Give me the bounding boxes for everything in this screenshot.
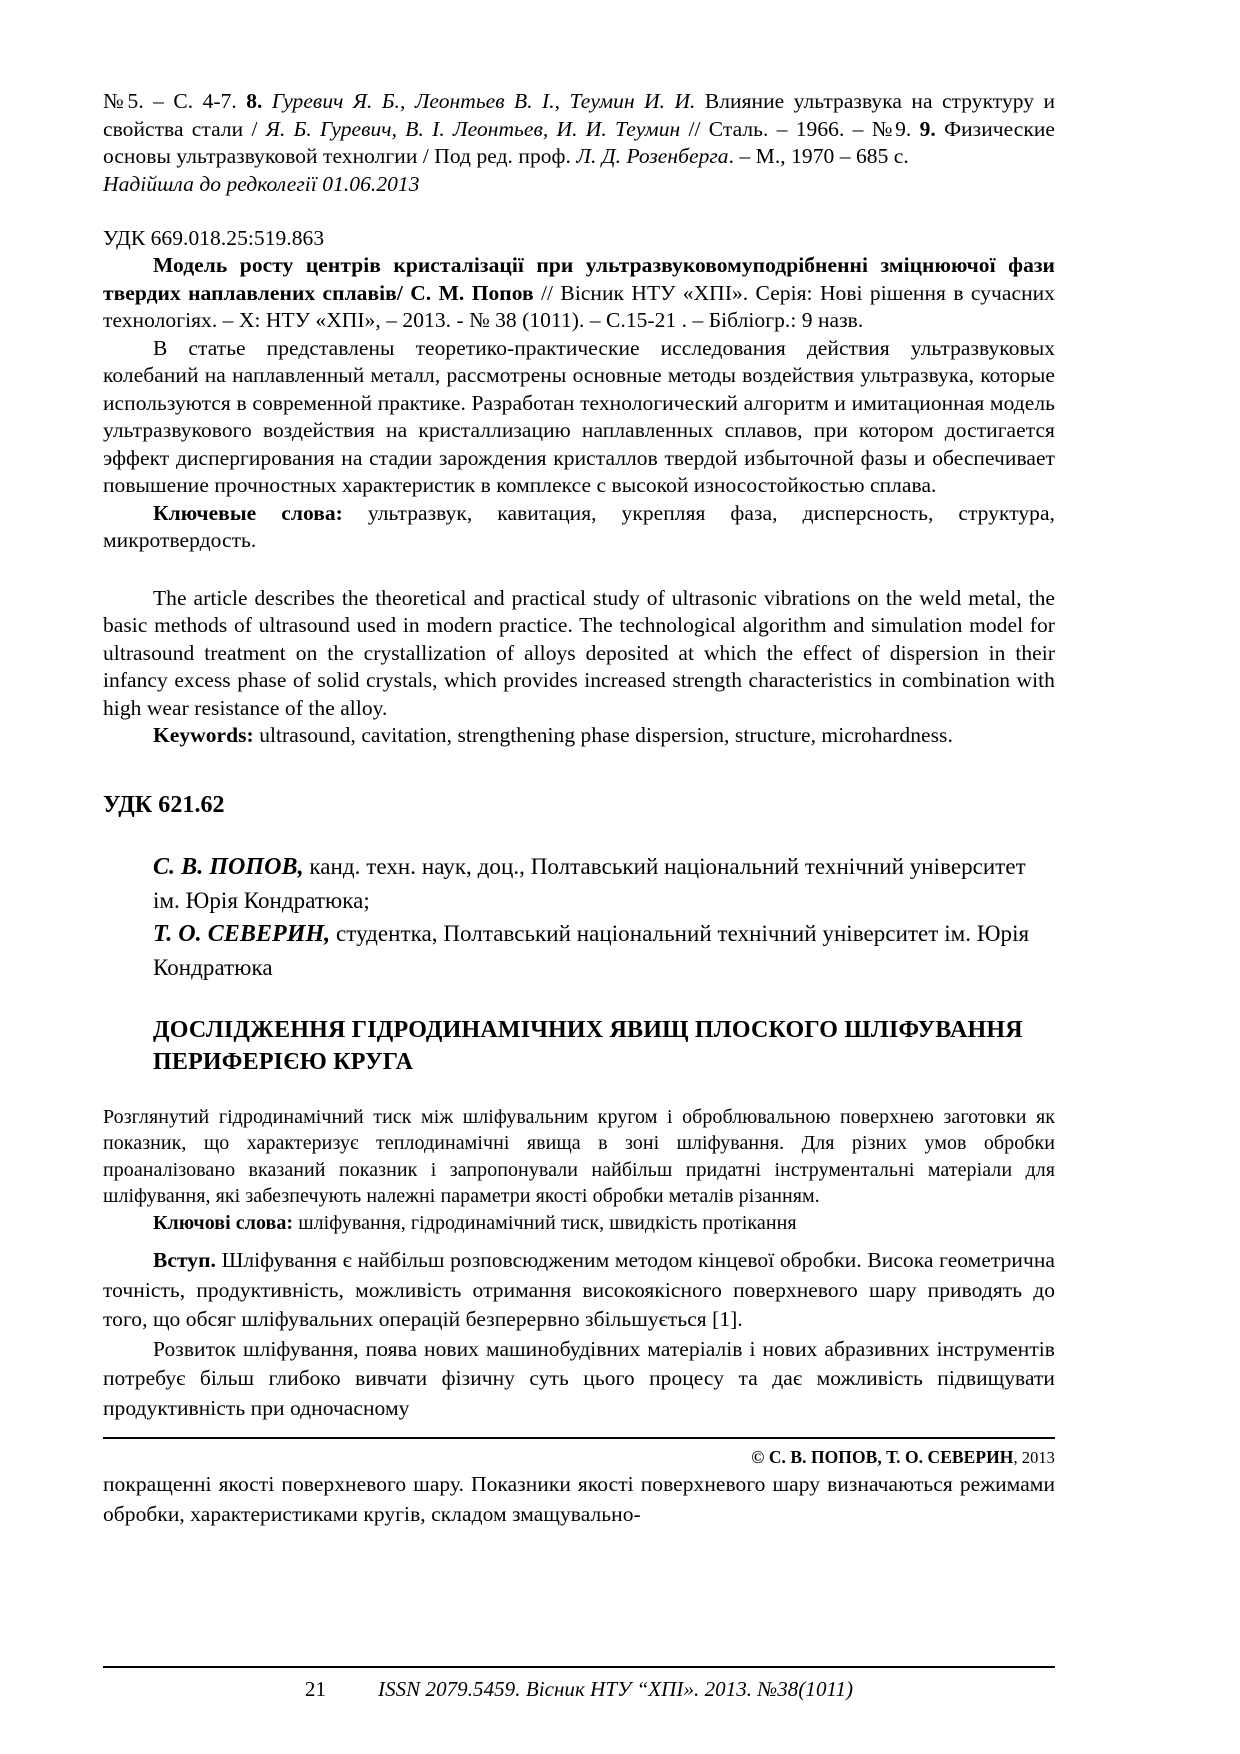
author-name-1: С. В. ПОПОВ, [153,853,304,880]
keywords-label-ua: Ключові слова: [153,1211,294,1234]
article-body [103,1246,1055,1423]
intro-paragraph-2: Розвиток шліфування, поява нових машинобудівних матеріалів і нових абразивних інструментів потребує більш глибоко вивчати фізичну суть цього процесу та дає можливість підвищувати продуктивність при одночасному [103,1336,1055,1420]
spacer [103,555,1055,585]
author-entry-1 [103,850,1055,917]
copyright-line [103,1445,1055,1470]
ref-plain-d: Физические основы ультразвуковой технолгии / Под ред. проф. [103,116,1055,168]
footer-issn: ISSN 2079.5459. Вісник НТУ “ХПІ». 2013. №38(1011) [378,1677,854,1701]
author-entry-2 [103,917,1055,984]
footer-content [103,1668,1055,1704]
intro-paragraph-3: покращенні якості поверхневого шару. Показники якості поверхневого шару визначаються режимами обробки, характеристиками кругів, складом змащувально- [103,1472,1055,1526]
keywords-value-en: ultrasound, cavitation, strengthening phase dispersion, structure, microhardness. [253,723,953,747]
spacer [103,1423,1055,1437]
copyright-names: С. В. ПОПОВ, Т. О. СЕВЕРИН [768,1447,1014,1467]
abstract-ua-keywords [103,1210,1055,1237]
ref-plain-e: . – М., 1970 – 685 с. [728,144,909,168]
ref-authors-italic-a: Гуревич Я. Б., Леонтьев В. І., Теумин И. И. [271,89,696,113]
abstract-ua-block [103,1104,1055,1237]
article-title: ДОСЛІДЖЕННЯ ГІДРОДИНАМІЧНИХ ЯВИЩ ПЛОСКОГО ШЛІФУВАННЯ ПЕРИФЕРІЄЮ КРУГА [153,1016,1023,1075]
abstract-ua-body: Розглянутий гідродинамічний тиск між шліфувальним кругом і оброблювальною поверхнею заготовки як показник, що характеризує теплодинамічні явища в зоні шліфування. Для різних умов обробки проаналізовано вказаний показник і запропонували найбільш придатні інструментальні матеріали для шліфування, які забезпечують належні параметри якості обробки металів різанням. [103,1105,1055,1207]
abstract-ru-title: Модель росту центрів кристалізації при ультразвуковомуподрібненні зміцнюючої фази твердих наплавлених сплавів/ С. М. Попов [103,253,1055,305]
copyright-symbol: © [751,1447,765,1467]
abstract-ru-source: // Вісник НТУ «ХПІ». Серія: Нові рішення в сучасних технологіях. – Х: НТУ «ХПІ», – 2013. - № 38 (1011). – С.15-21 . – Бібліогр.: 9 назв. [103,280,1055,332]
intro-heading-label: Вступ. [153,1248,216,1272]
page-footer [103,1666,1055,1704]
abstract-ru-body: В статье представлены теоретико-практические исследования действия ультразвуковых колебаний на наплавленный металл, рассмотрены основные методы воздействия ультразвука, которые используются в современной практике. Разработан технологический алгоритм и имитационная модель ультразвукового воздействия на кристаллизацию наплавленных сплавов, при котором достигается эффект диспергирования на стадии зарождения кристаллов твердой избыточной фазы и обеспечивает повышение прочностных характеристик в комплексе с высокой износостойкостью сплава. [103,335,1055,497]
spacer [103,750,1055,790]
keywords-label-ru: Ключевые слова: [153,500,343,525]
abstract-ru-block [103,224,1055,555]
abstract-ru-keywords [103,500,1055,555]
spacer [103,820,1055,850]
ref-authors-italic-b: Я. Б. Гуревич, В. І. Леонтьев, И. И. Теумин [265,116,681,141]
abstract-en-body: The article describes the theoretical and practical study of ultrasonic vibrations on the weld metal, the basic methods of ultrasound used in modern practice. The technological algorithm and simulation model for ultrasound treatment on the crystallization of alloys deposited at which the effect of dispersion in their infancy excess phase of solid crystals, which provides increased strength characteristics in combination with high wear resistance of the alloy. [103,585,1055,720]
ref-editor-italic: Л. Д. Розенберга [576,144,729,168]
article-body-continued [103,1470,1055,1529]
ref-number-8: 8. [246,89,272,113]
ref-number-9: 9. [919,116,945,141]
abstract-ru-citation [103,252,1055,335]
ref-plain-b: Влияние ультразвука на структуру и свойства стали / [103,89,1056,141]
author-affiliation-1: канд. техн. наук, доц., Полтавський національний технічний університет ім. Юрія Кондратюка; [153,853,1026,913]
received-date: Надійшла до редколегії 01.06.2013 [103,171,420,196]
author-affiliation-2: студентка, Полтавський національний технічний університет ім. Юрія Кондратюка [153,920,1030,980]
udk-code-previous: УДК 669.018.25:519.863 [103,226,325,250]
keywords-value-ua: шліфування, гідродинамічний тиск, швидкість протікання [293,1211,797,1234]
spacer [103,1236,1055,1246]
ref-plain-a: №5. – С. 4-7. [103,89,247,113]
keywords-value-ru: ультразвук, кавитация, укрепляя фаза, дисперсность, структура, микротвердость. [103,500,1055,552]
abstract-en-keywords [103,722,1055,750]
author-name-2: Т. О. СЕВЕРИН, [153,920,331,947]
author-block [103,850,1055,984]
reference-entry [103,88,1055,171]
abstract-en-block [103,585,1055,750]
spacer [103,984,1055,1014]
intro-paragraph-1-text: Шліфування є найбільш розповсюдженим методом кінцевої обробки. Висока геометрична точність, продуктивність, можливість отримання високоякісного поверхневого шару приводять до того, що обсяг шліфувальних операцій безперервно збільшується [1]. [103,1248,1055,1331]
spacer [103,1078,1055,1104]
udk-code-current: УДК 621.62 [103,791,225,818]
page-column [103,88,1055,1529]
copyright-year: , 2013 [1013,1448,1055,1467]
ref-plain-c: // Сталь. – 1966. – №9. [680,116,920,141]
spacer [103,198,1055,224]
page-number: 21 [304,1677,327,1701]
references-tail-block [103,88,1055,198]
intro-paragraph-1 [103,1246,1055,1335]
keywords-label-en: Keywords: [153,723,254,747]
